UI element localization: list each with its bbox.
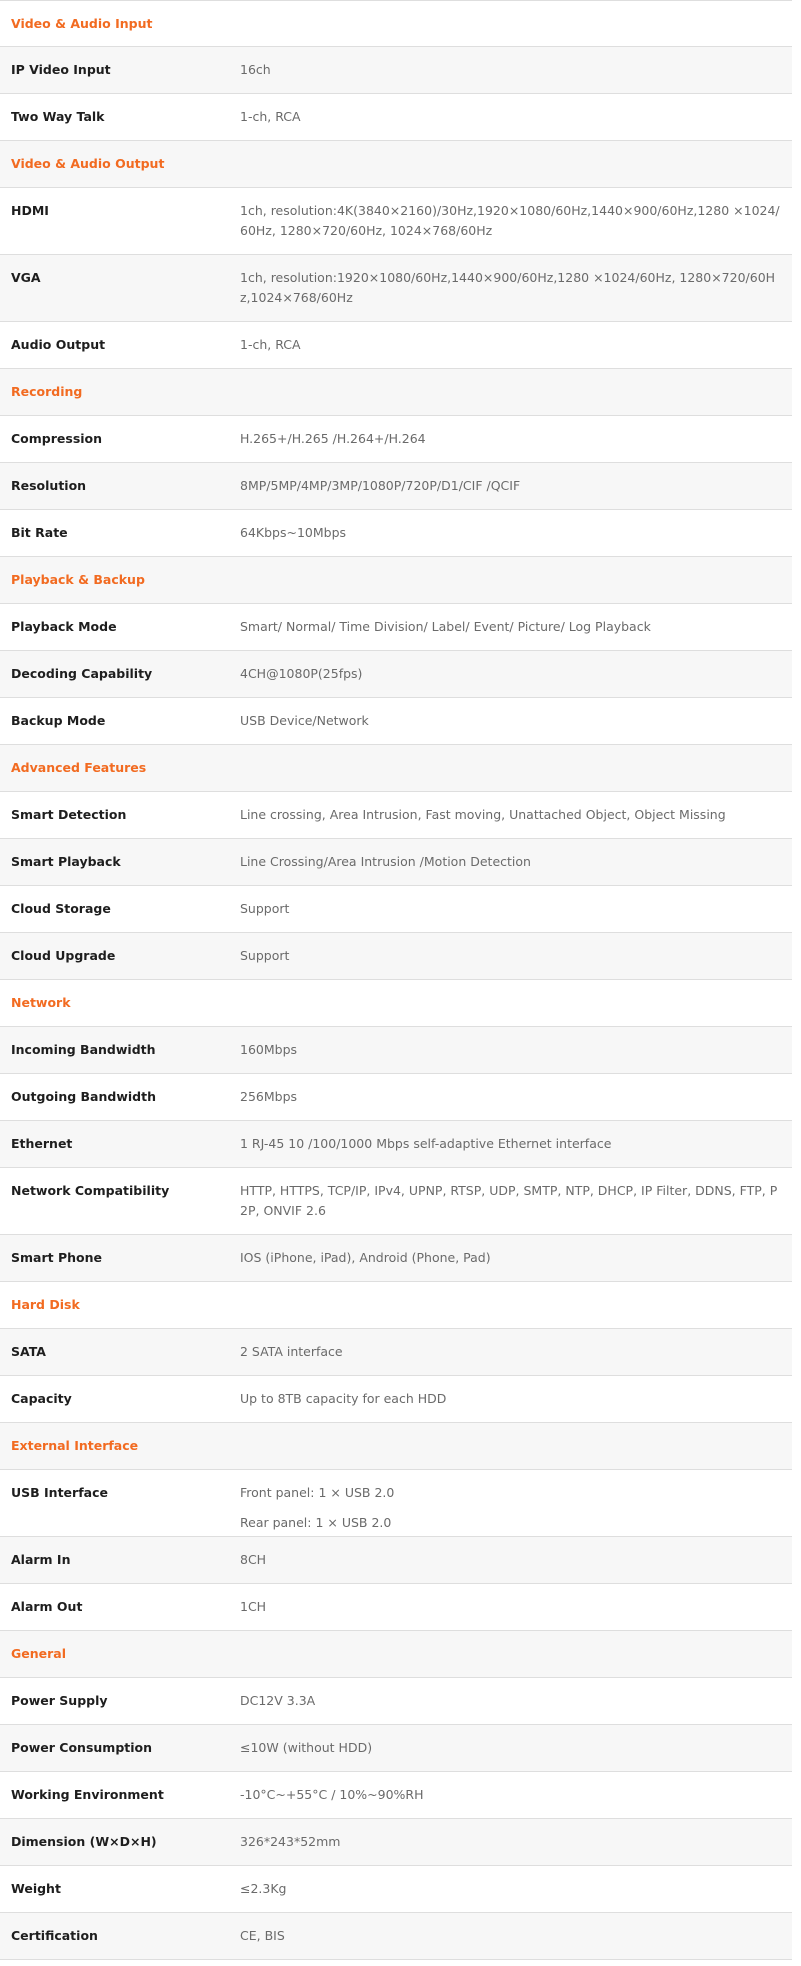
spec-row: [0, 1235, 792, 1282]
spec-value: 326*243*52mm: [240, 1834, 341, 1849]
spec-row: [0, 698, 792, 745]
spec-value: Line crossing, Area Intrusion, Fast moving, Unattached Object, Object Missing: [240, 807, 726, 822]
spec-row: [0, 1027, 792, 1074]
spec-row: [0, 1470, 792, 1537]
section-header-row: [0, 369, 792, 416]
spec-row: [0, 1329, 792, 1376]
section-header-row: [0, 0, 792, 47]
spec-label: Smart Phone: [11, 1250, 102, 1265]
spec-value-line: Rear panel: 1 × USB 2.0: [240, 1515, 392, 1530]
spec-label: Capacity: [11, 1391, 72, 1406]
spec-label: Audio Output: [11, 337, 106, 352]
spec-row: [0, 1168, 792, 1235]
spec-value: 2 SATA interface: [240, 1344, 343, 1359]
spec-value: Support: [240, 948, 290, 963]
spec-value: 1 RJ-45 10 /100/1000 Mbps self-adaptive Ethernet interface: [240, 1136, 612, 1151]
spec-value: Smart/ Normal/ Time Division/ Label/ Event/ Picture/ Log Playback: [240, 619, 651, 634]
spec-row: [0, 1866, 792, 1913]
spec-row: [0, 1819, 792, 1866]
spec-value: 160Mbps: [240, 1042, 298, 1057]
section-header-row: [0, 980, 792, 1027]
spec-value: 1-ch, RCA: [240, 109, 301, 124]
spec-label: Network Compatibility: [11, 1183, 170, 1198]
spec-row: [0, 188, 792, 255]
spec-label: Power Consumption: [11, 1740, 153, 1755]
spec-label: Incoming Bandwidth: [11, 1042, 156, 1057]
spec-label: Playback Mode: [11, 619, 117, 634]
spec-label: USB Interface: [11, 1485, 108, 1500]
section-title: Recording: [11, 384, 83, 399]
spec-row: [0, 94, 792, 141]
spec-label: Outgoing Bandwidth: [11, 1089, 156, 1104]
spec-value: USB Device/Network: [240, 713, 369, 728]
spec-value: 1ch, resolution:4K(3840×2160)/30Hz,1920×1080/60Hz,1440×900/60Hz,1280 ×1024/60Hz, 1280×720/60Hz, 1024×768/60Hz: [240, 203, 780, 238]
spec-value: Up to 8TB capacity for each HDD: [240, 1391, 447, 1406]
spec-row: [0, 886, 792, 933]
spec-value-line: Front panel: 1 × USB 2.0: [240, 1485, 395, 1500]
spec-value: -10°C~+55°C / 10%~90%RH: [240, 1787, 424, 1802]
section-title: External Interface: [11, 1438, 139, 1453]
spec-label: HDMI: [11, 203, 49, 218]
spec-value: 1ch, resolution:1920×1080/60Hz,1440×900/60Hz,1280 ×1024/60Hz, 1280×720/60Hz,1024×768/60Hz: [240, 270, 776, 305]
spec-label: Alarm In: [11, 1552, 71, 1567]
spec-row: [0, 322, 792, 369]
spec-row: [0, 47, 792, 94]
spec-value: H.265+/H.265 /H.264+/H.264: [240, 431, 426, 446]
spec-row: [0, 255, 792, 322]
spec-label: Working Environment: [11, 1787, 164, 1802]
spec-value: [240, 1483, 792, 1533]
spec-row: [0, 1725, 792, 1772]
spec-label: Resolution: [11, 478, 87, 493]
section-title: Advanced Features: [11, 760, 147, 775]
spec-value: Line Crossing/Area Intrusion /Motion Detection: [240, 854, 531, 869]
spec-label: IP Video Input: [11, 62, 111, 77]
section-title: Video & Audio Input: [11, 16, 153, 31]
spec-label: Dimension (W×D×H): [11, 1834, 157, 1849]
spec-row: [0, 604, 792, 651]
section-header-row: [0, 1423, 792, 1470]
section-title: General: [11, 1646, 66, 1661]
section-title: Network: [11, 995, 71, 1010]
spec-row: [0, 792, 792, 839]
spec-label: Certification: [11, 1928, 98, 1943]
section-title: Playback & Backup: [11, 572, 145, 587]
spec-label: Cloud Upgrade: [11, 948, 116, 963]
spec-label: VGA: [11, 270, 41, 285]
spec-value: 8MP/5MP/4MP/3MP/1080P/720P/D1/CIF /QCIF: [240, 478, 521, 493]
spec-label: Alarm Out: [11, 1599, 83, 1614]
spec-row: [0, 1074, 792, 1121]
spec-row: [0, 1772, 792, 1819]
section-header-row: [0, 745, 792, 792]
spec-row: [0, 463, 792, 510]
spec-value: CE, BIS: [240, 1928, 285, 1943]
spec-label: Weight: [11, 1881, 61, 1896]
section-header-row: [0, 557, 792, 604]
spec-value: 1-ch, RCA: [240, 337, 301, 352]
spec-label: Power Supply: [11, 1693, 108, 1708]
spec-value: 16ch: [240, 62, 271, 77]
spec-row: [0, 839, 792, 886]
spec-label: SATA: [11, 1344, 46, 1359]
spec-label: Smart Playback: [11, 854, 121, 869]
spec-value: Support: [240, 901, 290, 916]
spec-value: HTTP, HTTPS, TCP/IP, IPv4, UPNP, RTSP, UDP, SMTP, NTP, DHCP, IP Filter, DDNS, FTP, P2P, ONVIF 2.6: [240, 1183, 778, 1218]
spec-value: 8CH: [240, 1552, 267, 1567]
spec-label: Smart Detection: [11, 807, 127, 822]
spec-value: 256Mbps: [240, 1089, 298, 1104]
spec-row: [0, 1121, 792, 1168]
spec-value: ≤10W (without HDD): [240, 1740, 373, 1755]
spec-row: [0, 510, 792, 557]
spec-row: [0, 651, 792, 698]
spec-row: [0, 1584, 792, 1631]
section-header-row: [0, 141, 792, 188]
spec-value: IOS (iPhone, iPad), Android (Phone, Pad): [240, 1250, 491, 1265]
section-title: Video & Audio Output: [11, 156, 165, 171]
section-header-row: [0, 1631, 792, 1678]
spec-row: [0, 1537, 792, 1584]
section-title: Hard Disk: [11, 1297, 80, 1312]
spec-label: Cloud Storage: [11, 901, 111, 916]
spec-row: [0, 416, 792, 463]
spec-value: 64Kbps~10Mbps: [240, 525, 347, 540]
spec-label: Compression: [11, 431, 103, 446]
spec-row: [0, 1376, 792, 1423]
spec-label: Two Way Talk: [11, 109, 105, 124]
spec-value: DC12V 3.3A: [240, 1693, 316, 1708]
spec-label: Ethernet: [11, 1136, 73, 1151]
spec-row: [0, 933, 792, 980]
spec-label: Bit Rate: [11, 525, 68, 540]
section-header-row: [0, 1282, 792, 1329]
spec-row: [0, 1678, 792, 1725]
spec-value: 4CH@1080P(25fps): [240, 666, 363, 681]
spec-label: Backup Mode: [11, 713, 106, 728]
spec-label: Decoding Capability: [11, 666, 153, 681]
spec-value: 1CH: [240, 1599, 267, 1614]
spec-row: [0, 1913, 792, 1960]
spec-value: ≤2.3Kg: [240, 1881, 287, 1896]
